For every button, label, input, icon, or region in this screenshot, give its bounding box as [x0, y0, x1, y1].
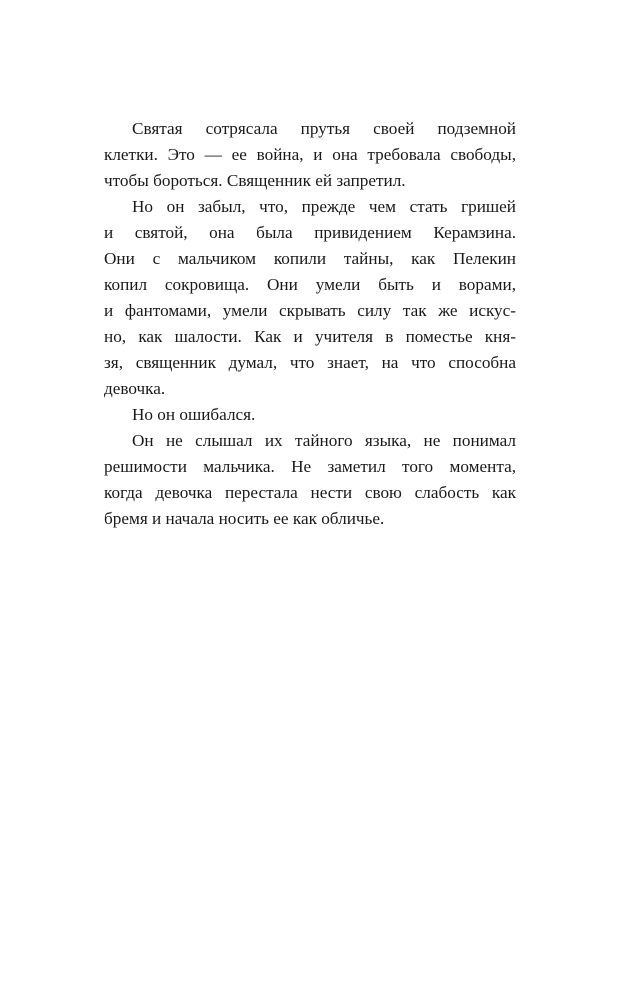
paragraph [104, 428, 516, 532]
text-line: решимости мальчика. Не заметил того момента, [104, 457, 516, 476]
text-line: Но он забыл, что, прежде чем стать гришей [132, 197, 516, 216]
text-line: и святой, она была привидением Керамзина. [104, 223, 516, 242]
text-line: бремя и начала носить ее как обличье. [104, 509, 385, 528]
text-line: и фантомами, умели скрывать силу так же искус- [104, 301, 516, 320]
body-text [104, 116, 516, 532]
text-line: клетки. Это — ее война, и она требовала свободы, [104, 145, 516, 164]
text-line: копил сокровища. Они умели быть и ворами, [104, 275, 516, 294]
text-line: Он не слышал их тайного языка, не понимал [132, 431, 516, 450]
text-line: когда девочка перестала нести свою слабость как [104, 483, 516, 502]
text-line: Но он ошибался. [132, 405, 256, 424]
paragraph [104, 116, 516, 194]
paragraph [104, 194, 516, 402]
text-line: чтобы бороться. Священник ей запретил. [104, 171, 406, 190]
text-line: зя, священник думал, что знает, на что способна [104, 353, 516, 372]
paragraph [104, 402, 516, 428]
text-line: но, как шалости. Как и учителя в поместье кня- [104, 327, 516, 346]
text-line: Они с мальчиком копили тайны, как Пелекин [104, 249, 516, 268]
text-line: девочка. [104, 379, 166, 398]
text-line: Святая сотрясала прутья своей подземной [132, 119, 516, 138]
